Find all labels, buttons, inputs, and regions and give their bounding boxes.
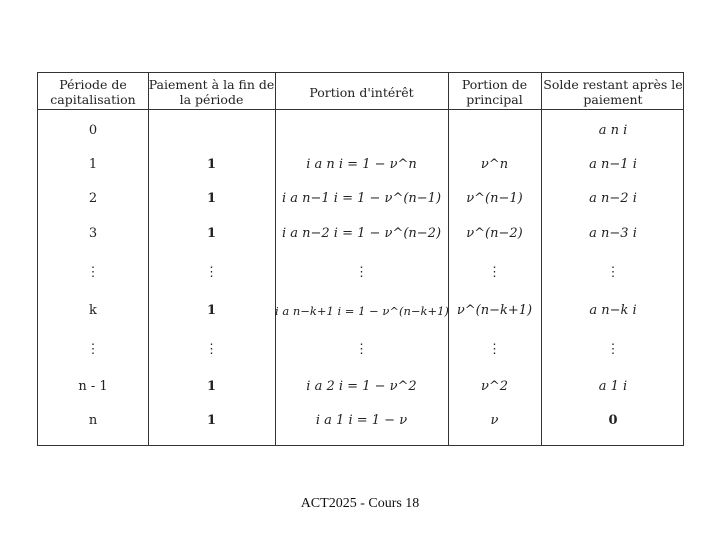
cell-periode: 3 <box>88 226 98 241</box>
header-solde: Solde restant après le paiement <box>543 77 683 107</box>
cell-paiement: 1 <box>206 379 217 394</box>
cell-interet: i a n−2 i = 1 − ν^(n−2) <box>281 226 442 241</box>
cell-interet: i a n i = 1 − ν^n <box>306 157 417 172</box>
cell-solde: ⋮ <box>606 265 620 280</box>
header-principal: Portion de principal <box>461 77 528 107</box>
cell-interet: i a n−k+1 i = 1 − ν^(n−k+1) <box>275 304 449 318</box>
cell-solde: a n−k i <box>589 303 637 318</box>
cell-solde: a n−1 i <box>589 157 637 172</box>
cell-periode: 2 <box>88 191 98 206</box>
cell-principal: ⋮ <box>488 342 501 357</box>
cell-periode: 0 <box>88 123 98 138</box>
cell-periode: n - 1 <box>78 379 108 394</box>
cell-interet: i a 2 i = 1 − ν^2 <box>306 379 417 394</box>
cell-principal: ν^(n−1) <box>466 191 523 206</box>
cell-periode: ⋮ <box>86 342 100 357</box>
cell-interet: ⋮ <box>355 342 368 357</box>
cell-paiement: 1 <box>206 226 217 241</box>
header-interet: Portion d'intérêt <box>309 84 414 100</box>
cell-paiement: ⋮ <box>205 342 218 357</box>
cell-solde: a n−3 i <box>589 226 637 241</box>
cell-interet: i a n−1 i = 1 − ν^(n−1) <box>281 191 442 206</box>
cell-paiement: ⋮ <box>205 265 218 280</box>
cell-principal: ν^(n−2) <box>466 226 523 241</box>
header-divider <box>38 109 683 110</box>
amortization-table <box>37 72 684 446</box>
cell-paiement: 1 <box>206 303 217 318</box>
cell-solde: ⋮ <box>606 342 620 357</box>
cell-solde: a n i <box>598 123 628 138</box>
cell-periode: ⋮ <box>86 265 100 280</box>
cell-interet: ⋮ <box>355 265 368 280</box>
cell-periode: k <box>89 303 97 318</box>
cell-principal: ν^(n−k+1) <box>456 303 533 318</box>
header-periode: Période de capitalisation <box>50 77 136 107</box>
cell-solde: 0 <box>608 413 618 428</box>
cell-periode: n <box>88 413 98 428</box>
cell-principal: ν^n <box>480 157 509 172</box>
cell-paiement: 1 <box>206 191 217 206</box>
cell-principal: ν <box>490 413 499 428</box>
cell-interet: i a 1 i = 1 − ν <box>315 413 408 428</box>
cell-solde: a 1 i <box>598 379 628 394</box>
cell-principal: ν^2 <box>480 379 509 394</box>
cell-periode: 1 <box>88 157 98 172</box>
cell-solde: a n−2 i <box>589 191 637 206</box>
slide-footer: ACT2025 - Cours 18 <box>300 496 420 511</box>
cell-paiement: 1 <box>206 157 217 172</box>
cell-principal: ⋮ <box>488 265 501 280</box>
cell-paiement: 1 <box>206 413 217 428</box>
header-paiement: Paiement à la fin de la période <box>148 77 275 107</box>
